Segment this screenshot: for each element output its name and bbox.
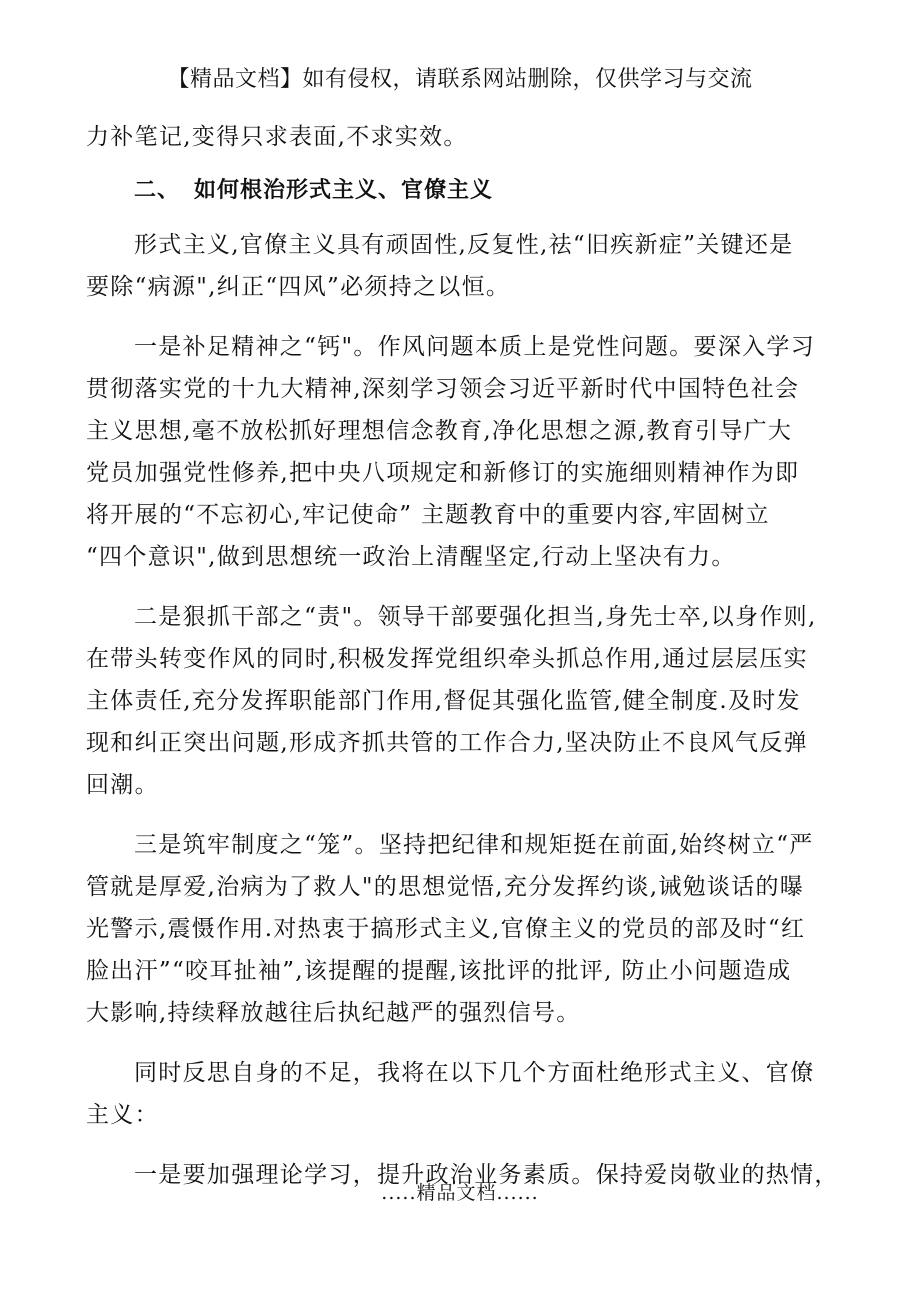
paragraph-line: 主体责任,充分发挥职能部门作用,督促其强化监管,健全制度.及时发 [86,688,801,714]
section-title: 如何根治形式主义、官僚主义 [194,178,494,203]
paragraph-line: 现和纠正突出问题,形成齐抓共管的工作合力,坚决防止不良风气反弹 [86,730,808,756]
paragraph [86,596,838,806]
paragraph-line: 将开展的“不忘初心,牢记使命” 主题教育中的重要内容,牢固树立 [86,502,770,528]
paragraph-line: 主义思想,毫不放松抓好理想信念教育,净化思想之源,教育引导广大 [86,418,793,444]
paragraph-line: 一是补足精神之“钙"。作风问题本质上是党性问题。要深入学习 [134,334,816,360]
paragraph-line: 贯彻落实党的十九大精神,深刻学习领会习近平新时代中国特色社会 [86,376,800,402]
paragraph-line: 主义： [86,1102,159,1128]
paragraph [86,1052,838,1136]
paragraph-line: 二是狠抓干部之“责"。领导干部要强化担当,身先士卒,以身作则, [134,604,817,630]
paragraph-line: 同时反思自身的不足，我将在以下几个方面杜绝形式主义、官僚 [134,1060,815,1086]
paragraph-line: 管就是厚爱,治病为了救人"的思想觉悟,充分发挥约谈,诫勉谈话的曝 [86,874,805,900]
document-body [86,116,838,1214]
paragraph-line: “四个意识",做到思想统一政治上清醒坚定,行动上坚决有力。 [86,544,736,570]
paragraph-line: 脸出汗”“咬耳扯袖”,该提醒的提醒,该批评的批评, 防止小问题造成 [86,958,792,984]
paragraph-line: 光警示,震慑作用.对热衷于搞形式主义,官僚主义的党员的部及时“红 [86,916,806,942]
continuation-line: 力补笔记,变得只求表面,不求实效。 [86,124,468,150]
page-header: 【精品文档】如有侵权，请联系网站删除，仅供学习与交流 [167,67,753,92]
paragraph [86,824,838,1034]
paragraph-line: 一是要加强理论学习，提升政治业务素质。保持爱岗敬业的热情， [134,1162,839,1188]
paragraph-line: 在带头转变作风的同时,积极发挥党组织牵头抓总作用,通过层层压实 [86,646,808,672]
paragraph [86,326,838,578]
paragraph-line: 党员加强党性修养,把中央八项规定和新修订的实施细则精神作为即 [86,460,800,486]
section-number: 二、 [134,178,181,203]
paragraph-line: 形式主义,官僚主义具有顽固性,反复性,祛“旧疾新症”关键还是 [134,232,794,258]
section-heading [86,170,838,212]
paragraph [86,224,838,308]
paragraph-line: 要除“病源",纠正“四风”必须持之以恒。 [86,274,511,300]
paragraph-line: 回潮。 [86,772,159,798]
page-footer: .....精品文档...... [381,1182,539,1204]
paragraph-line: 三是筑牢制度之“笼”。坚持把纪律和规矩挺在前面,始终树立“严 [134,832,814,858]
paragraph-line: 大影响,持续释放越往后执纪越严的强烈信号。 [86,1000,581,1026]
